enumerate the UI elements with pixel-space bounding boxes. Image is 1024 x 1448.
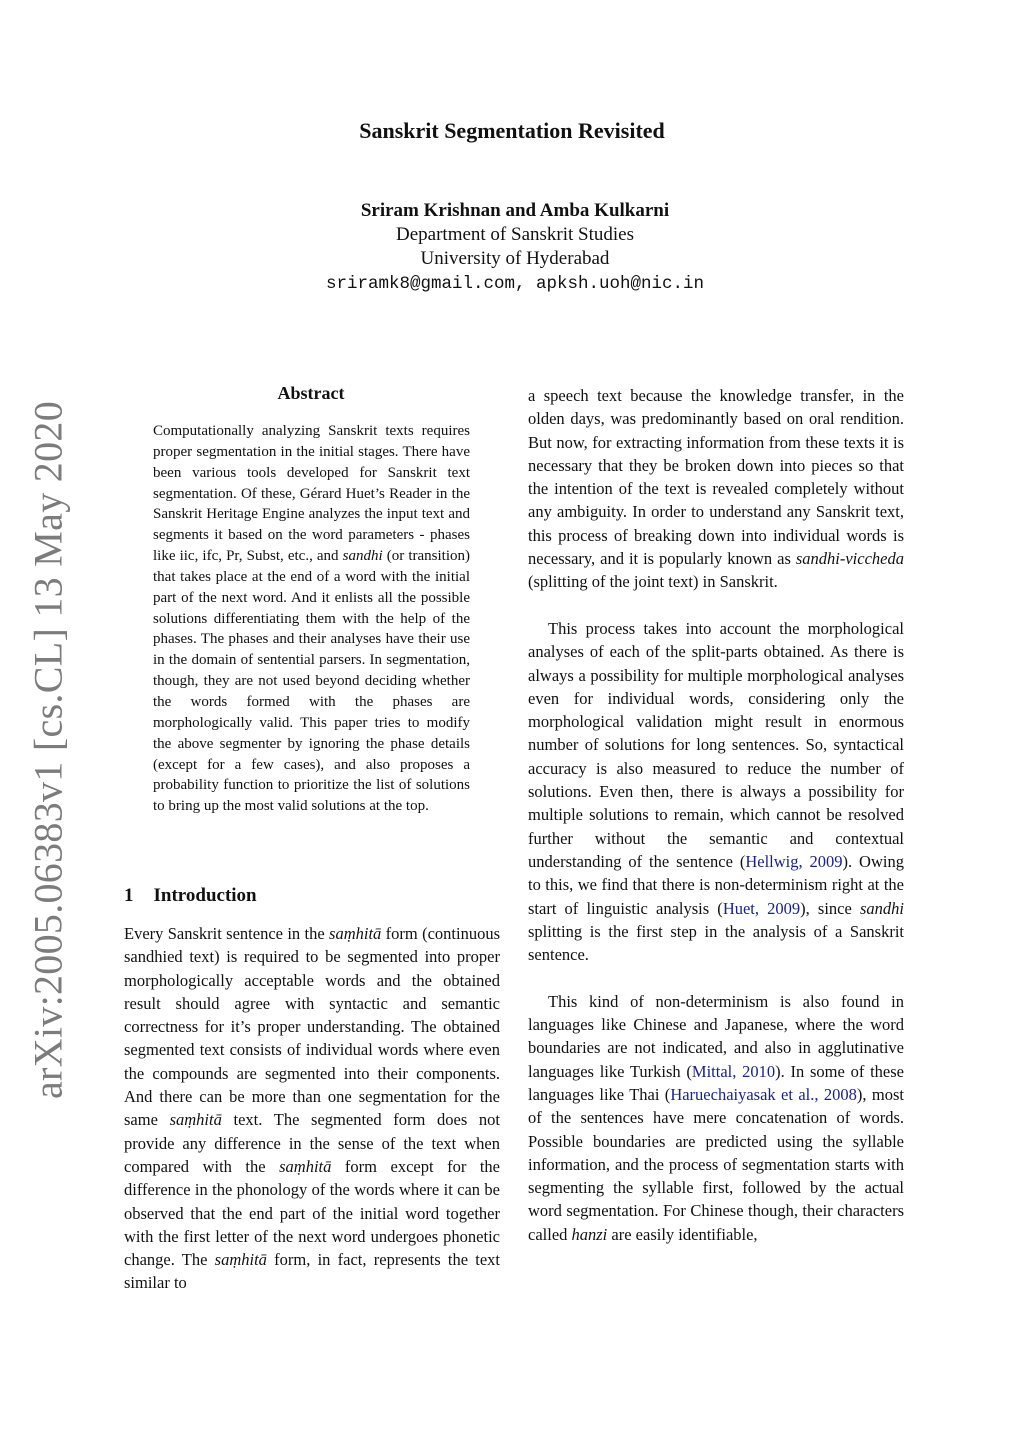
term-hanzi: hanzi <box>571 1224 608 1244</box>
author-names: Sriram Krishnan and Amba Kulkarni <box>360 200 670 221</box>
author-university: University of Hyderabad <box>420 248 610 269</box>
text-run: form, in fact, represents the text similar to <box>124 1250 501 1293</box>
section-number: 1 <box>124 885 134 906</box>
citation-link-hellwig[interactable]: Hellwig, 2009 <box>745 851 843 871</box>
text-run: form (continuous sandhied text) is required to be segmented into proper morphologically acceptable words and the obtained result should agree with syntactic and semantic correctness for it’s proper understanding. The obtained segmented text consists of individual words where even the compounds are segmented into their components. And there can be more than one segmentation for the same <box>124 924 500 1130</box>
abstract-text-part: (or transition) that takes place at the end of a word with the initial part of the next word. And it enlists all the possible solutions differentiating them with the help of the phases. The phases and their analyses have their use in the domain of sentential parsers. In segmentation, though, they are not used beyond deciding whether the words formed with the phases are morphologically valid. This paper tries to modify the above segmenter by ignoring the phase details (except for a few cases), and also proposes a probability function to prioritize the list of solutions to bring up the most valid solutions at the top. <box>153 548 470 815</box>
text-run: splitting is the first step in the analysis of a Sanskrit sentence. <box>528 921 904 965</box>
abstract-term-sandhi: sandhi <box>342 548 383 565</box>
citation-link-huet[interactable]: Huet, 2009 <box>722 898 801 918</box>
arxiv-stamp <box>20 401 76 1099</box>
text-run: a speech text because the knowledge transfer, in the olden days, was predominantly based on oral rendition. But now, for extracting information from these texts it is necessary that they be broken down into pieces so that the intention of the text is revealed completely without any ambiguity. In order to understand any Sanskrit text, this process of breaking down into individual words is necessary, and it is popularly known as <box>528 386 904 569</box>
text-run: This process takes into account the morphological analyses of each of the split-parts obtained. As there is always a possibility for multiple morphological analyses even for individual words, considering only the morphological validation might result in enormous number of solutions for long sentences. So, syntactical accuracy is also measured to reduce the number of solutions. Even then, there is always a possibility for multiple solutions to remain, which cannot be resolved further without the semantic and contextual understanding of the sentence ( <box>528 618 904 871</box>
text-run: ). In some of these languages like Thai ( <box>528 1061 904 1104</box>
text-run: form except for the difference in the phonology of the words where it can be observed that the end part of the initial word together with the first letter of the next word undergoes phonetic change. The <box>124 1156 500 1270</box>
term-samhita: saṃhitā <box>214 1250 267 1270</box>
text-run: text. The segmented form does not provide any difference in the sense of the text when compared with the <box>124 1110 501 1176</box>
intro-right-column <box>528 384 904 1246</box>
author-emails: sriramk8@gmail.com, apksh.uoh@nic.in <box>325 274 705 294</box>
term-sandhi: sandhi <box>859 898 904 918</box>
text-run: are easily identifiable, <box>607 1224 758 1244</box>
citation-link-mittal[interactable]: Mittal, 2010 <box>691 1061 776 1081</box>
section-heading-introduction <box>124 885 257 907</box>
abstract-text-part: Computationally analyzing Sanskrit texts requires proper segmentation in the initial stages. There have been various tools developed for Sanskrit text segmentation. Of these, Gérard Huet’s Reader in the Sanskrit Heritage Engine analyzes the input text and segments it based on the word parameters - phases like iic, ifc, Pr, Subst, etc., and <box>153 423 470 565</box>
paper-title: Sanskrit Segmentation Revisited <box>359 118 665 143</box>
abstract-heading: Abstract <box>277 383 345 403</box>
abstract-text <box>153 421 470 817</box>
arxiv-id-text: arXiv:2005.06383v1 [cs.CL] 13 May 2020 <box>25 401 71 1099</box>
paragraph <box>528 617 904 966</box>
term-samhita: saṃhitā <box>329 924 382 943</box>
author-department: Department of Sanskrit Studies <box>396 224 634 245</box>
text-run: (splitting of the joint text) in Sanskrit. <box>528 572 778 592</box>
citation-link-haruechaiyasak[interactable]: Haruechaiyasak et al., 2008 <box>670 1084 857 1104</box>
text-run: This kind of non-determinism is also found in languages like Chinese and Japanese, where the word boundaries are not indicated, and also in agglutinative languages like Turkish ( <box>528 991 904 1081</box>
paragraph <box>528 990 904 1246</box>
text-run: ), most of the sentences have mere concatenation of words. Possible boundaries are predicted using the syllable information, and the process of segmentation starts with segmenting the syllable first, followed by the actual word segmentation. For Chinese though, their characters called <box>528 1084 904 1244</box>
term-samhita: saṃhitā <box>169 1110 222 1130</box>
intro-paragraph-1-left <box>124 922 500 1295</box>
text-run: Every Sanskrit sentence in the <box>124 924 330 943</box>
author-block <box>0 198 1024 297</box>
term-sandhi-viccheda: sandhi-viccheda <box>795 549 904 569</box>
section-title: Introduction <box>153 885 257 906</box>
paragraph-continued <box>528 384 904 594</box>
text-run: ), since <box>800 898 860 918</box>
text-run: ). Owing to this, we find that there is non-determinism right at the start of linguistic analysis ( <box>528 851 904 918</box>
paragraph <box>124 922 500 1295</box>
term-samhita: saṃhitā <box>279 1156 332 1176</box>
